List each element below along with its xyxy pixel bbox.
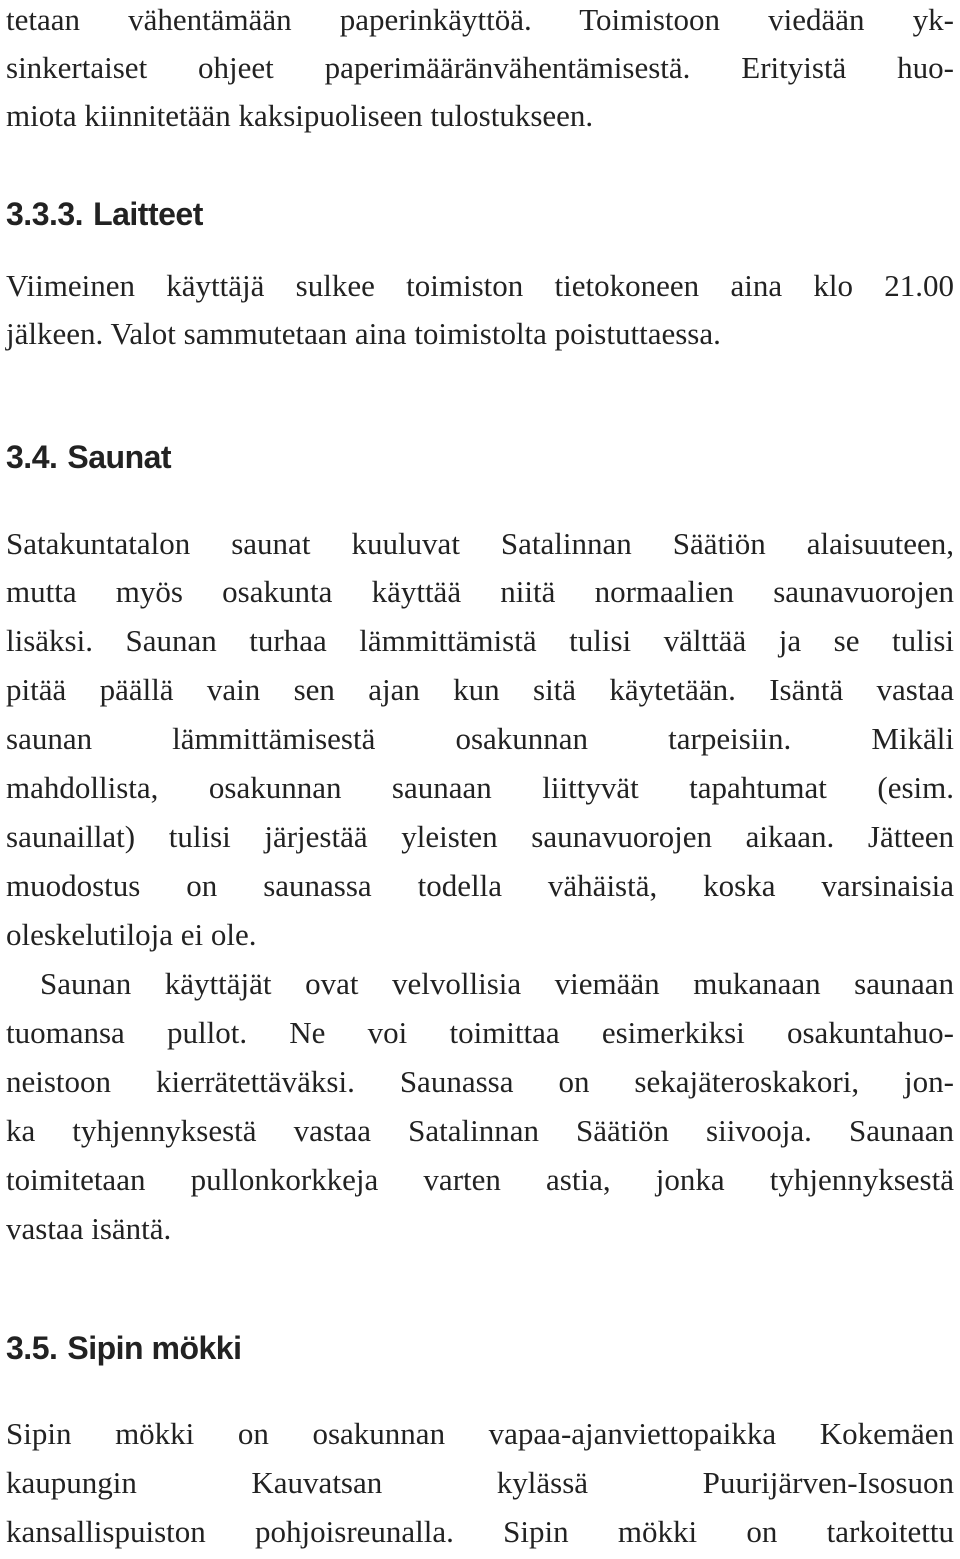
- text-line: muodostus on saunassa todella vähäistä, koska varsinaisia: [6, 868, 954, 903]
- text-line: lisäksi. Saunan turhaa lämmittämistä tulisi välttää ja se tulisi: [6, 623, 954, 658]
- text-line: kansallispuiston pohjoisreunalla. Sipin mökki on tarkoitettu: [6, 1514, 954, 1549]
- section-title: Laitteet: [93, 196, 203, 232]
- text-line: Sipin mökki on osakunnan vapaa-ajanviettopaikka Kokemäen: [6, 1416, 954, 1451]
- section-title: Sipin mökki: [67, 1330, 242, 1366]
- text-line: sinkertaiset ohjeet paperimääränvähentämisestä. Erityistä huo-: [6, 50, 954, 85]
- text-line: mahdollista, osakunnan saunaan liittyvät tapahtumat (esim.: [6, 770, 954, 805]
- section-number: 3.3.3.: [6, 196, 84, 232]
- text-line: ka tyhjennyksestä vastaa Satalinnan Säätiön siivooja. Saunaan: [6, 1113, 954, 1148]
- text-line: neistoon kierrätettäväksi. Saunassa on sekajäteroskakori, jon-: [6, 1064, 954, 1099]
- section-heading-saunat: [6, 437, 171, 477]
- text-line: oleskelutiloja ei ole.: [6, 917, 257, 952]
- text-line: saunaillat) tulisi järjestää yleisten saunavuorojen aikaan. Jätteen: [6, 819, 954, 854]
- text-line: mutta myös osakunta käyttää niitä normaalien saunavuorojen: [6, 574, 954, 609]
- section-number: 3.4.: [6, 439, 58, 475]
- text-line: Saunan käyttäjät ovat velvollisia viemään mukanaan saunaan: [40, 966, 954, 1001]
- section-heading-sipin-mokki: [6, 1328, 241, 1368]
- text-line: kaupungin Kauvatsan kylässä Puurijärven-Isosuon: [6, 1465, 954, 1500]
- text-line: saunan lämmittämisestä osakunnan tarpeisiin. Mikäli: [6, 721, 954, 756]
- text-line: pitää päällä vain sen ajan kun sitä käytetään. Isäntä vastaa: [6, 672, 954, 707]
- text-line: tuomansa pullot. Ne voi toimittaa esimerkiksi osakuntahuo-: [6, 1015, 954, 1050]
- section-number: 3.5.: [6, 1330, 58, 1366]
- text-line: Satakuntatalon saunat kuuluvat Satalinnan Säätiön alaisuuteen,: [6, 526, 954, 561]
- text-line: toimitetaan pullonkorkkeja varten astia, jonka tyhjennyksestä: [6, 1162, 954, 1197]
- text-line: jälkeen. Valot sammutetaan aina toimistolta poistuttaessa.: [6, 316, 721, 351]
- text-line: Viimeinen käyttäjä sulkee toimiston tietokoneen aina klo 21.00: [6, 268, 954, 303]
- text-line: miota kiinnitetään kaksipuoliseen tulostukseen.: [6, 98, 594, 133]
- section-heading-laitteet: [6, 194, 203, 234]
- text-line: tetaan vähentämään paperinkäyttöä. Toimistoon viedään yk-: [6, 2, 954, 37]
- text-line: vastaa isäntä.: [6, 1211, 172, 1246]
- section-title: Saunat: [67, 439, 172, 475]
